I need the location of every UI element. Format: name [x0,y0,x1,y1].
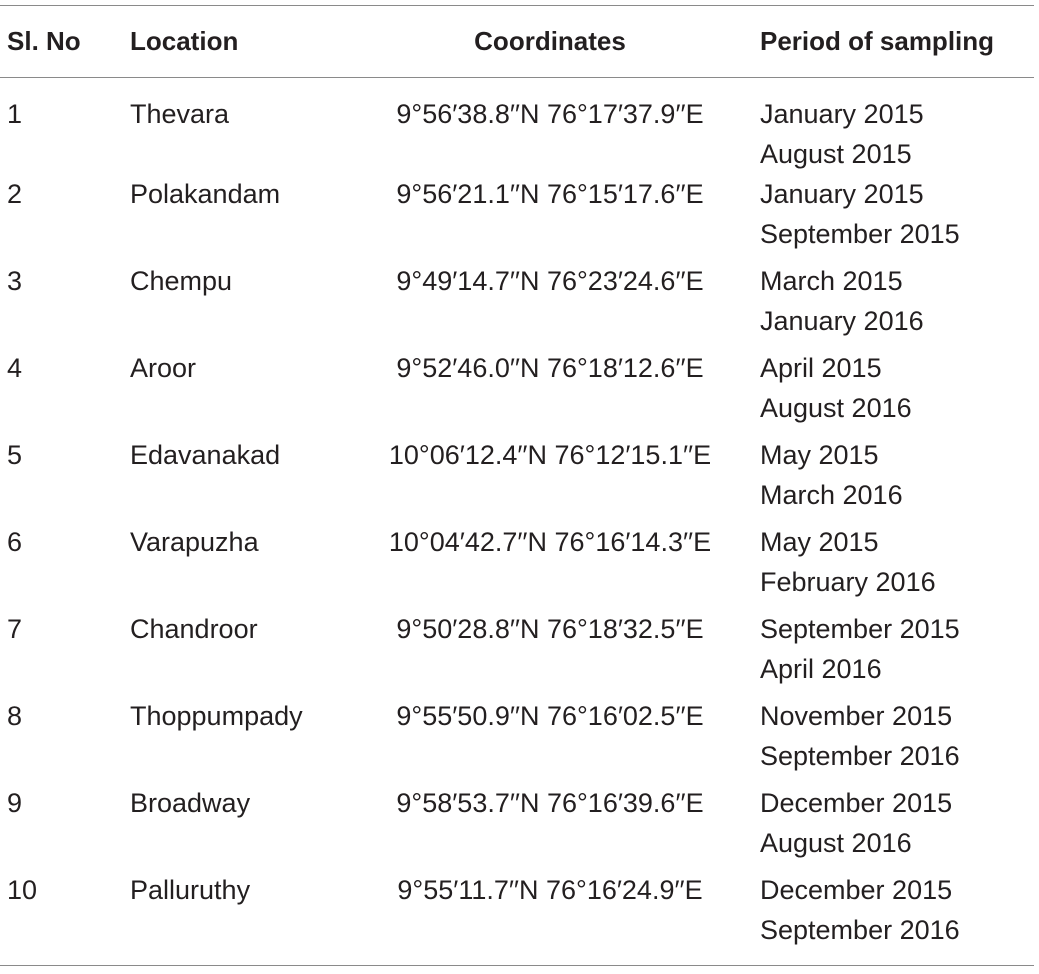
period-start: December 2015 [760,875,953,905]
cell-location: Aroor [130,353,197,383]
table-row [0,78,1034,175]
cell-coordinates: 9°55′11.7′′N 76°16′24.9′′E [350,870,750,966]
cell-sl-no: 4 [7,353,23,383]
cell-sl-no: 9 [7,788,23,818]
cell-period-of-sampling [750,870,1034,966]
period-end: September 2015 [760,219,960,249]
cell-sl-no: 5 [7,440,23,470]
cell-sl-no: 2 [7,179,23,209]
cell-period-of-sampling [750,78,1034,175]
cell-location: Chandroor [130,614,258,644]
cell-period-of-sampling [750,261,1034,348]
header-period-of-sampling: Period of sampling [750,6,1034,78]
cell-location: Edavanakad [130,440,281,470]
period-end: August 2015 [760,139,912,169]
cell-sl-no: 1 [7,99,23,129]
cell-period-of-sampling [750,696,1034,783]
period-start: September 2015 [760,614,960,644]
period-start: December 2015 [760,788,953,818]
table-row [0,609,1034,696]
cell-coordinates: 9°50′28.8′′N 76°18′32.5′′E [396,614,704,644]
period-start: January 2015 [760,99,924,129]
header-coordinates: Coordinates [350,6,750,78]
period-start: April 2015 [760,353,882,383]
period-end: August 2016 [760,828,912,858]
period-start: May 2015 [760,527,879,557]
period-end: April 2016 [760,654,882,684]
period-end: September 2016 [760,915,960,945]
table-row [0,174,1034,261]
cell-sl-no: 10 [0,870,128,966]
cell-sl-no: 6 [7,527,23,557]
table-row [0,435,1034,522]
period-end: March 2016 [760,480,903,510]
period-end: September 2016 [760,741,960,771]
period-end: August 2016 [760,393,912,423]
period-start: March 2015 [760,266,903,296]
header-sl-no: Sl. No [0,6,128,78]
sampling-locations-table-container [0,5,1034,966]
period-start: January 2015 [760,179,924,209]
cell-location: Broadway [130,788,251,818]
cell-location: Polakandam [130,179,281,209]
table-body [0,78,1034,966]
table-row [0,348,1034,435]
cell-location: Thevara [130,99,230,129]
cell-coordinates: 9°56′21.1′′N 76°15′17.6′′E [396,179,704,209]
period-end: January 2016 [760,306,924,336]
cell-sl-no: 7 [7,614,23,644]
period-start: November 2015 [760,701,953,731]
sampling-locations-table [0,5,1034,966]
cell-period-of-sampling [750,435,1034,522]
period-start: May 2015 [760,440,879,470]
table-row [0,261,1034,348]
cell-period-of-sampling [750,609,1034,696]
cell-location: Varapuzha [130,527,259,557]
header-location: Location [128,6,350,78]
cell-location: Palluruthy [128,870,350,966]
header-row [0,6,1034,78]
cell-location: Thoppumpady [130,701,303,731]
table-row [0,522,1034,609]
cell-coordinates: 9°49′14.7′′N 76°23′24.6′′E [396,266,704,296]
table-row [0,783,1034,870]
period-end: February 2016 [760,567,936,597]
cell-location: Chempu [130,266,233,296]
cell-sl-no: 3 [7,266,23,296]
cell-coordinates: 9°56′38.8′′N 76°17′37.9′′E [396,99,704,129]
cell-coordinates: 9°55′50.9′′N 76°16′02.5′′E [396,701,704,731]
table-header [0,6,1034,78]
table-row [0,870,1034,966]
cell-coordinates: 9°58′53.7′′N 76°16′39.6′′E [396,788,704,818]
cell-coordinates: 10°04′42.7′′N 76°16′14.3′′E [388,527,712,557]
cell-period-of-sampling [750,348,1034,435]
table-row [0,696,1034,783]
cell-coordinates: 9°52′46.0′′N 76°18′12.6′′E [396,353,704,383]
cell-period-of-sampling [750,174,1034,261]
cell-sl-no: 8 [7,701,23,731]
cell-period-of-sampling [750,783,1034,870]
cell-coordinates: 10°06′12.4′′N 76°12′15.1′′E [388,440,712,470]
cell-period-of-sampling [750,522,1034,609]
